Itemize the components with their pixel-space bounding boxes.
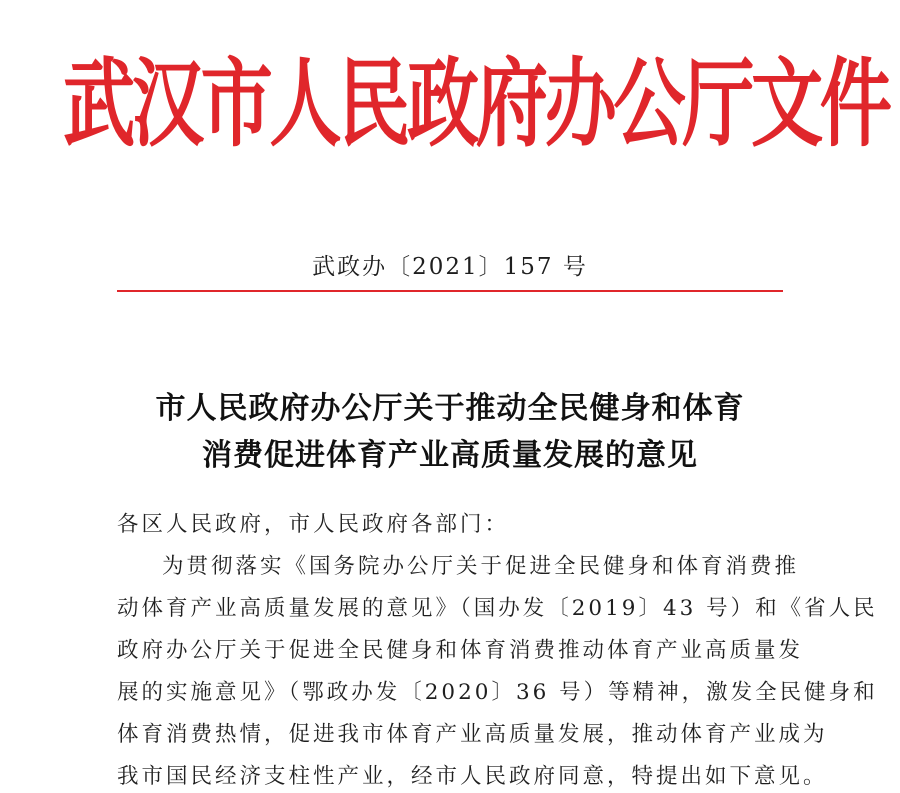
document-number: 武政办〔2021〕157 号	[312, 254, 588, 280]
body-line: 动体育产业高质量发展的意见》（国办发〔2019〕43 号）和《省人民	[117, 596, 878, 621]
body-line: 为贯彻落实《国务院办公厅关于促进全民健身和体育消费推	[162, 554, 800, 579]
body-line: 政府办公厅关于促进全民健身和体育消费推动体育产业高质量发	[117, 638, 804, 663]
red-divider-line	[117, 290, 783, 292]
document-title-line-1: 市人民政府办公厅关于推动全民健身和体育	[155, 391, 745, 426]
salutation: 各区人民政府，市人民政府各部门：	[117, 512, 510, 537]
document-masthead: 武汉市人民政府办公厅文件	[63, 48, 889, 160]
body-line: 展的实施意见》（鄂政办发〔2020〕36 号）等精神，激发全民健身和	[117, 680, 878, 705]
body-line: 我市国民经济支柱性产业，经市人民政府同意，特提出如下意见。	[117, 764, 828, 789]
body-line: 体育消费热情，促进我市体育产业高质量发展，推动体育产业成为	[117, 722, 828, 747]
document-title-line-2: 消费促进体育产业高质量发展的意见	[202, 438, 698, 473]
